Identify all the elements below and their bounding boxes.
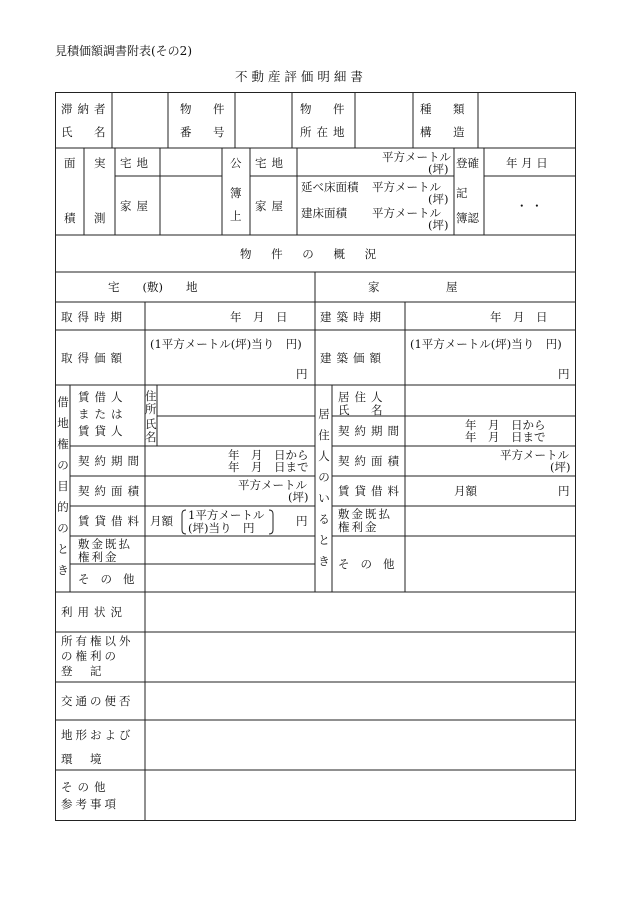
resident-deposit-label-2: 権利金 [338, 520, 379, 534]
public-label-1: 公 [230, 156, 242, 170]
acquisition-time-label: 取得時期 [61, 310, 127, 324]
public-label-2: 簿 [230, 186, 242, 200]
public-land-label: 宅地 [255, 156, 288, 170]
survey-house-label: 家屋 [120, 199, 153, 213]
lease-rent-monthly: 月額 [150, 514, 173, 528]
registry-label-2: 記 [456, 186, 468, 200]
lease-area-sqm: 平方メートル [238, 478, 307, 492]
traffic-label: 交通の便否 [61, 694, 134, 708]
lessee-label-3: 賃貸人 [78, 424, 128, 438]
rights-label-1: 所有権以外 [61, 634, 134, 648]
terrain-label-2: 環 境 [61, 752, 105, 766]
acquisition-yen: 円 [296, 367, 308, 381]
land-heading: 宅 (敷) 地 [108, 280, 198, 294]
document-title: 不 動 産 評 価 明 細 書 [235, 69, 363, 84]
build-floor-tsubo: (坪) [428, 218, 449, 232]
resident-period-to: 年 月 日まで [465, 430, 546, 444]
lease-other-label: その他 [78, 572, 146, 586]
public-house-label: 家屋 [255, 199, 288, 213]
lease-side-label: 借地権の目的のとき [57, 395, 69, 577]
rights-label-3: 登 記 [61, 664, 105, 678]
lease-area-tsubo: (坪) [288, 490, 309, 504]
delinquent-label: 滞納者 [61, 102, 111, 116]
resident-name-label-1: 居住人 [338, 390, 388, 404]
survey-land-label: 宅地 [120, 156, 153, 170]
form-title: 見積価額調書附表(その2) [55, 44, 192, 58]
type-label: 種 類 [420, 102, 470, 116]
registry-date: 年 月 日 [506, 156, 548, 170]
resident-area-sqm: 平方メートル [500, 448, 569, 462]
build-price-label: 建築価額 [320, 351, 386, 365]
acquisition-per-sqm: (1平方メートル(坪)当り 円) [150, 337, 302, 351]
structure-label: 構 造 [420, 125, 470, 139]
other-notes-label-1: その他 [61, 780, 111, 794]
area-label-1: 面 [64, 156, 76, 170]
resident-other-label: その他 [338, 557, 406, 571]
lease-rent-box-1: 1平方メートル [188, 508, 265, 522]
lease-period-from: 年 月 日から [228, 448, 309, 462]
property-label: 物 件 [180, 102, 230, 116]
resident-rent-label: 賃貸借料 [338, 484, 404, 498]
registry-date-dots: ・ ・ [516, 199, 543, 213]
resident-side-label: 居住人のいるとき [318, 407, 330, 568]
location-label: 物 件 [300, 102, 350, 116]
delinquent-name-label: 氏 名 [61, 125, 111, 139]
rights-label-2: の権利の [61, 649, 119, 663]
lease-rent-box-2: (坪)当り 円 [188, 521, 255, 535]
location-address-label: 所在地 [300, 125, 350, 139]
total-floor-tsubo: (坪) [428, 192, 449, 206]
lessee-label-2: または [78, 407, 128, 421]
resident-name-label-2: 氏 名 [338, 403, 388, 417]
survey-label-1: 実 [94, 156, 106, 170]
lease-rent-yen: 円 [296, 514, 308, 528]
usage-label: 利用状況 [61, 605, 127, 619]
build-time-label: 建築時期 [320, 310, 386, 324]
lease-deposit-label-2: 権利金 [78, 550, 119, 564]
build-floor-label: 建床面積 [301, 206, 347, 220]
acquisition-price-label: 取得価額 [61, 351, 127, 365]
public-land-sqm: 平方メートル [382, 150, 451, 164]
total-floor-label: 延べ床面積 [301, 180, 359, 194]
build-per-sqm: (1平方メートル(坪)当り 円) [410, 337, 562, 351]
resident-rent-monthly: 月額 [454, 484, 477, 498]
resident-deposit-label-1: 敷金既払 [338, 507, 392, 521]
overview-title: 物 件 の 概 況 [240, 247, 385, 261]
build-floor-sqm: 平方メートル [372, 206, 441, 220]
resident-area-label: 契約面積 [338, 454, 404, 468]
lessee-address-label: 住所 [145, 389, 157, 416]
public-land-tsubo: (坪) [428, 162, 449, 176]
lease-area-label: 契約面積 [78, 484, 144, 498]
lease-rent-label: 賃貸借料 [78, 514, 144, 528]
area-label-2: 積 [64, 211, 76, 225]
resident-period-from: 年 月 日から [465, 418, 546, 432]
total-floor-sqm: 平方メートル [372, 180, 441, 194]
house-heading: 家 屋 [368, 280, 466, 294]
registry-label-3: 簿認 [456, 211, 479, 225]
resident-area-tsubo: (坪) [550, 460, 571, 474]
lessee-name-label: 氏名 [145, 417, 157, 444]
acquisition-time-value: 年 月 日 [230, 310, 288, 324]
other-notes-label-2: 参考事項 [61, 797, 119, 811]
build-yen: 円 [558, 367, 570, 381]
build-time-value: 年 月 日 [490, 310, 548, 324]
property-number-label: 番 号 [180, 125, 230, 139]
lease-deposit-label-1: 敷金既払 [78, 537, 132, 551]
resident-period-label: 契約期間 [338, 424, 404, 438]
terrain-label-1: 地形および [61, 728, 134, 742]
lease-period-label: 契約期間 [78, 454, 144, 468]
lease-period-to: 年 月 日まで [228, 460, 309, 474]
public-label-3: 上 [230, 209, 242, 223]
registry-label-1: 登確 [456, 156, 479, 170]
resident-rent-yen: 円 [558, 484, 570, 498]
survey-label-2: 測 [94, 211, 106, 225]
lessee-label-1: 賃借人 [78, 390, 128, 404]
